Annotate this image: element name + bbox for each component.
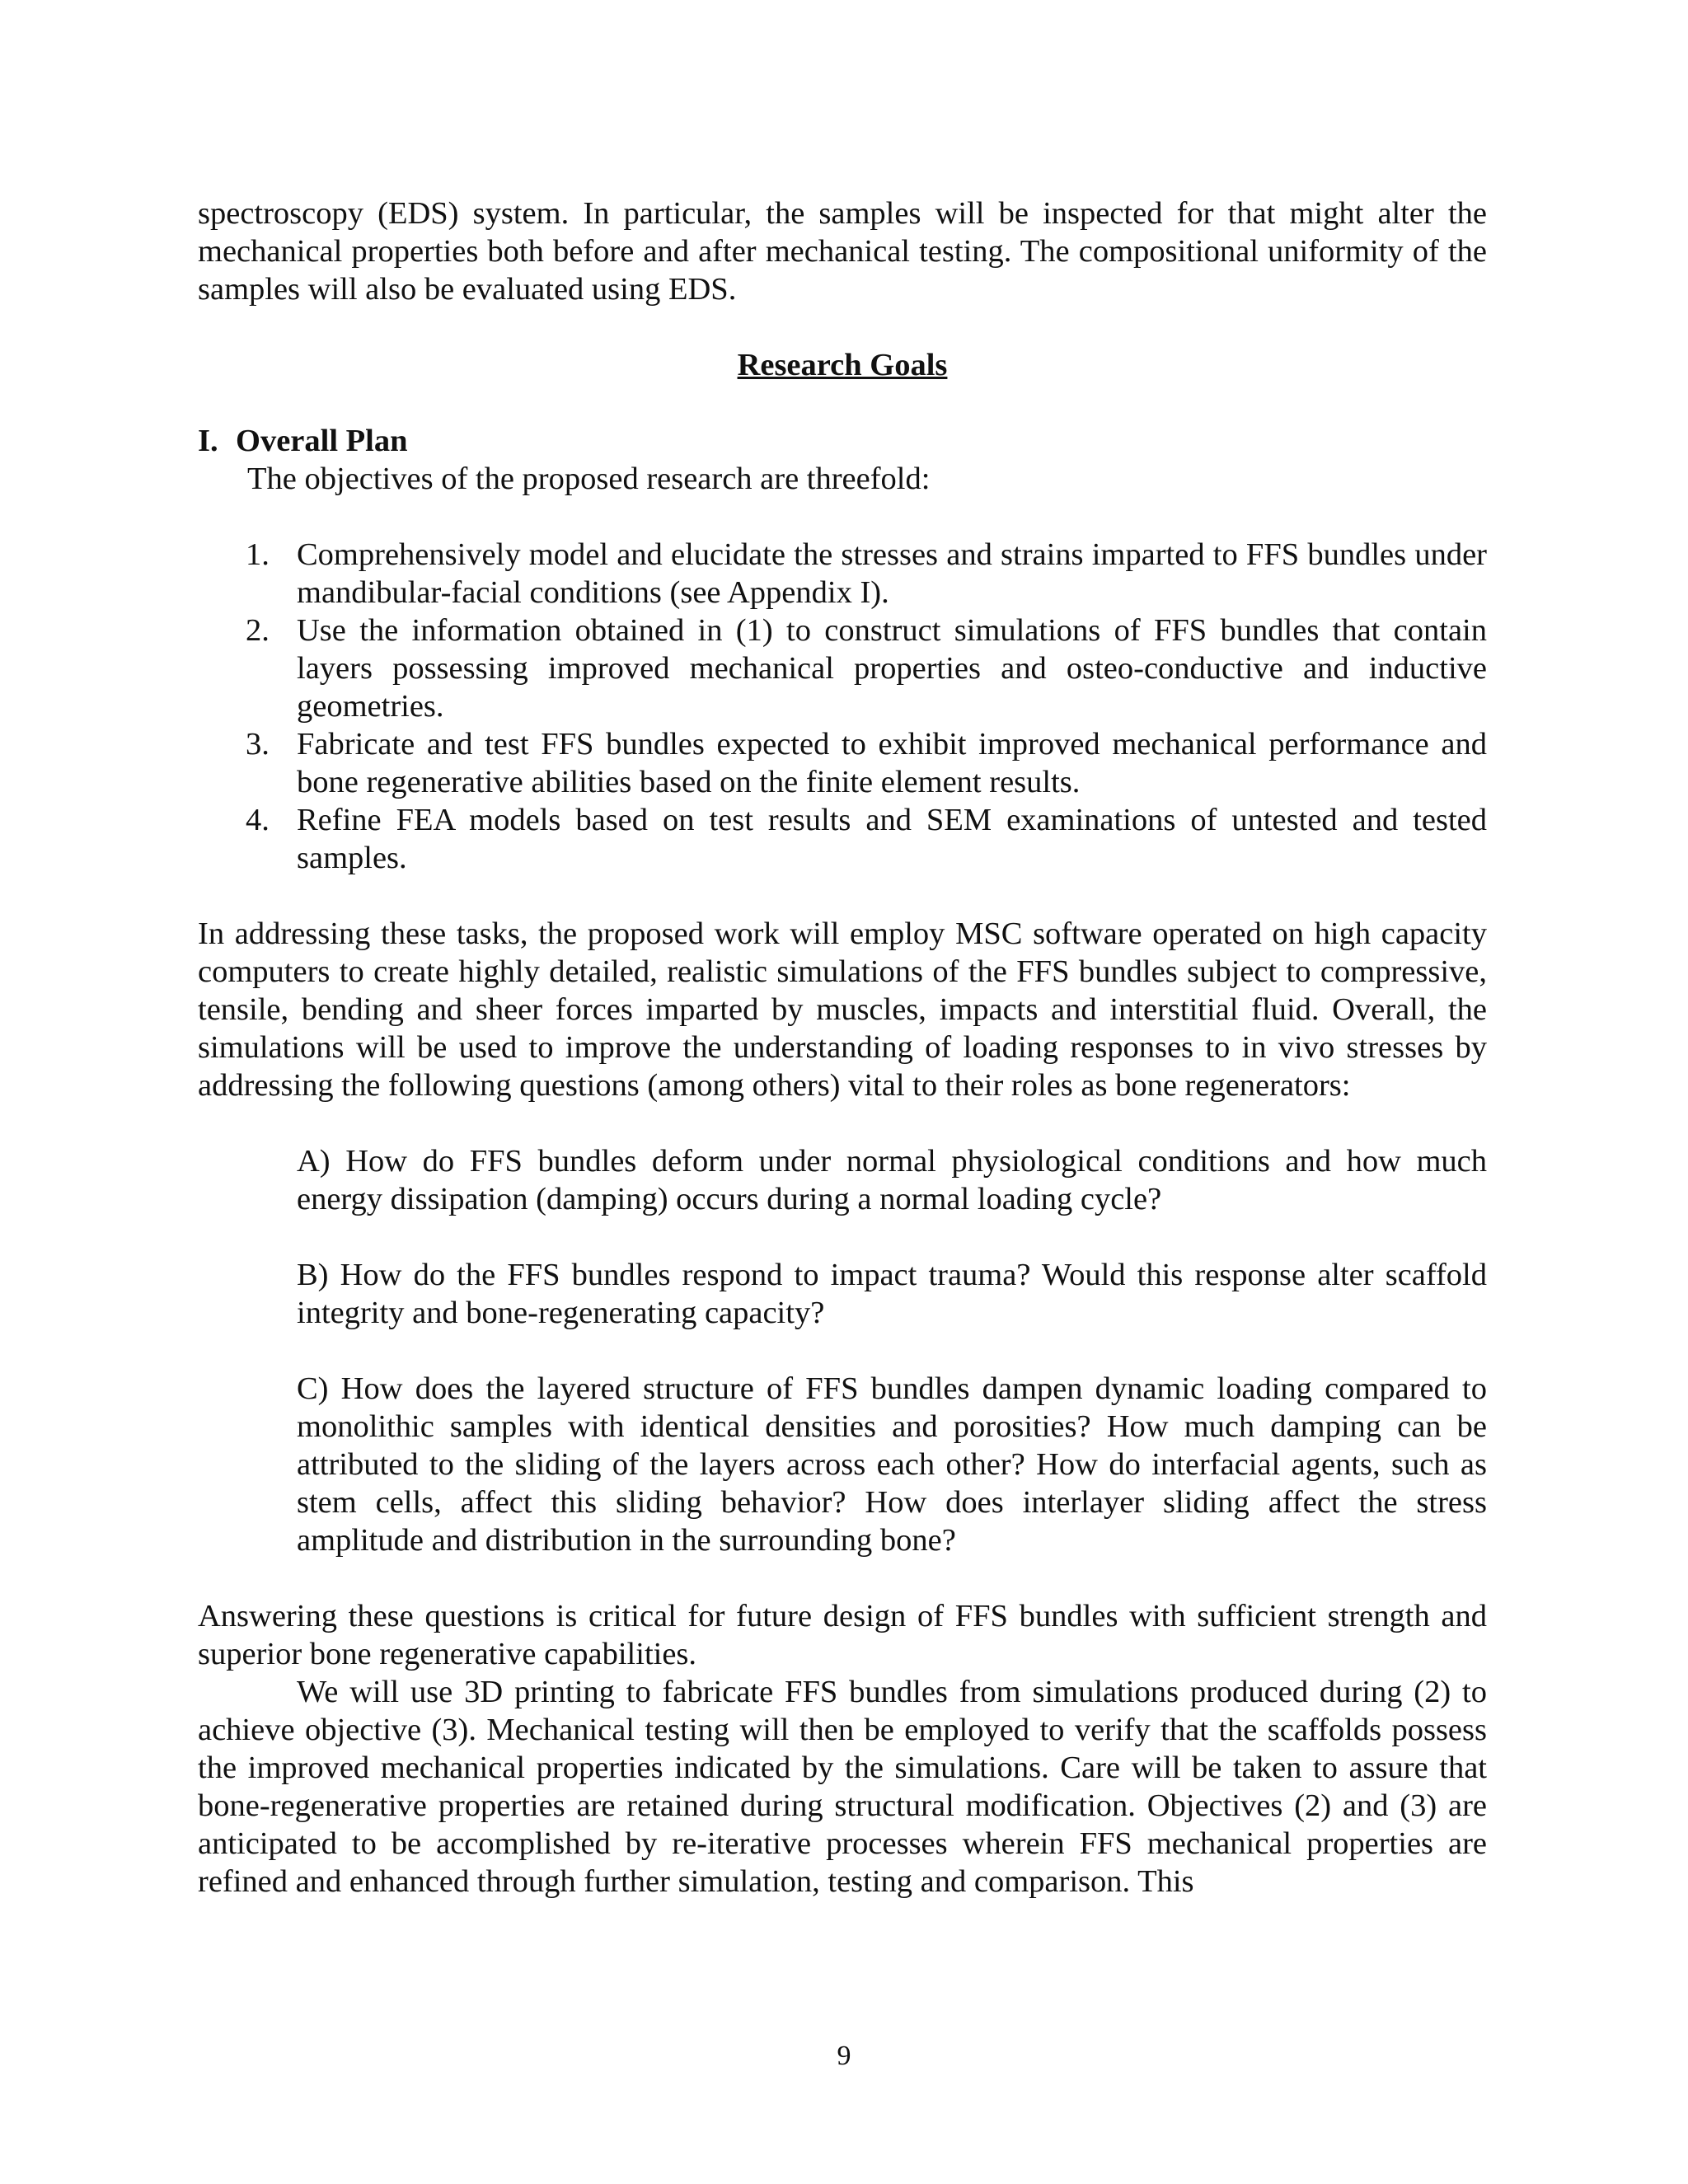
printing-paragraph: We will use 3D printing to fabricate FFS bundles from simulations produced during (2) to achieve objective (3). Mechanical testing will then be employed to verify that the scaffolds possess the improved mechanical properties indicated by the simulations. Care will be taken to assure that bone-regenerative properties are retained during structural modification. Objectives (2) and (3) are anticipated to be accomplished by re-iterative processes wherein FFS mechanical properties are refined and enhanced through further simulation, testing and comparison. This bbox=[198, 1675, 1487, 1899]
objectives-list bbox=[198, 536, 1487, 877]
list-item bbox=[198, 725, 1487, 801]
research-goals-heading: Research Goals bbox=[737, 348, 948, 382]
question-a: A) How do FFS bundles deform under normal physiological conditions and how much energy dissipation (damping) occurs during a normal loading cycle? bbox=[297, 1144, 1487, 1216]
addressing-paragraph: In addressing these tasks, the proposed work will employ MSC software operated on high capacity computers to create highly detailed, realistic simulations of the FFS bundles subject to compressive, tensile, bending and sheer forces imparted by muscles, impacts and interstitial fluid. Overall, the simulations will be used to improve the understanding of loading responses to in vivo stresses by addressing the following questions (among others) vital to their roles as bone regenerators: bbox=[198, 916, 1487, 1103]
list-marker: 2. bbox=[246, 613, 270, 648]
list-item-text: Comprehensively model and elucidate the stresses and strains imparted to FFS bundles under mandibular-facial conditions (see Appendix I). bbox=[297, 537, 1487, 610]
list-marker: 3. bbox=[246, 727, 270, 762]
section-title: Overall Plan bbox=[236, 424, 408, 458]
answering-paragraph: Answering these questions is critical for future design of FFS bundles with sufficient strength and superior bone regenerative capabilities. bbox=[198, 1599, 1487, 1671]
list-item-text: Fabricate and test FFS bundles expected to exhibit improved mechanical performance and bone regenerative abilities based on the finite element results. bbox=[297, 727, 1487, 799]
list-marker: 4. bbox=[246, 803, 270, 837]
section-number: I. bbox=[198, 424, 218, 458]
question-b: B) How do the FFS bundles respond to impact trauma? Would this response alter scaffold integrity and bone-regenerating capacity? bbox=[297, 1258, 1487, 1330]
list-item bbox=[198, 801, 1487, 877]
document-page bbox=[198, 194, 1487, 1900]
list-item-text: Refine FEA models based on test results and SEM examinations of untested and tested samples. bbox=[297, 803, 1487, 875]
list-marker: 1. bbox=[246, 537, 270, 572]
page-number: 9 bbox=[837, 2041, 851, 2071]
objectives-intro: The objectives of the proposed research are threefold: bbox=[247, 462, 931, 496]
question-c: C) How does the layered structure of FFS bundles dampen dynamic loading compared to monolithic samples with identical densities and porosities? How much damping can be attributed to the sliding of the layers across each other? How do interfacial agents, such as stem cells, affect this sliding behavior? How does interlayer sliding affect the stress amplitude and distribution in the surrounding bone? bbox=[297, 1371, 1487, 1558]
section-heading bbox=[198, 422, 1487, 460]
list-item bbox=[198, 612, 1487, 725]
list-item bbox=[198, 536, 1487, 612]
list-item-text: Use the information obtained in (1) to construct simulations of FFS bundles that contain layers possessing improved mechanical properties and osteo-conductive and inductive geometries. bbox=[297, 613, 1487, 724]
intro-paragraph: spectroscopy (EDS) system. In particular, the samples will be inspected for that might alter the mechanical properties both before and after mechanical testing. The compositional uniformity of the samples will also be evaluated using EDS. bbox=[198, 196, 1487, 307]
